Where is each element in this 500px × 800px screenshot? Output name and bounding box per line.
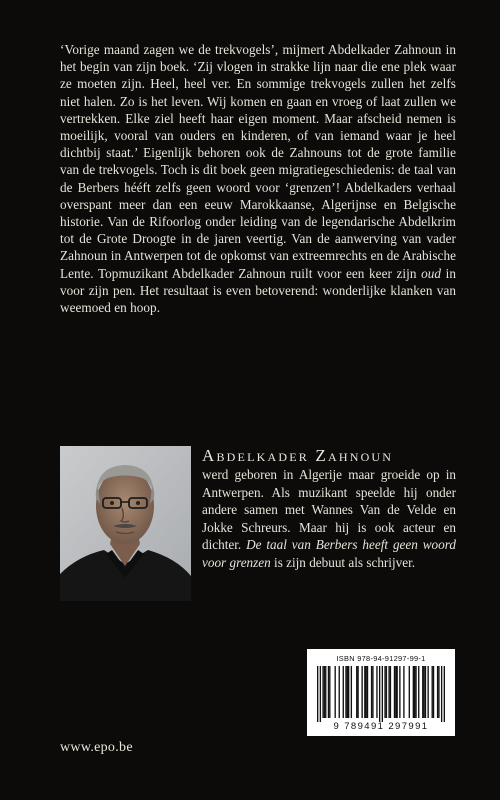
author-bio [202,466,456,572]
barcode-bar [372,666,373,718]
barcode-bar [427,666,428,718]
barcode-bar [423,666,424,718]
barcode-bar [328,666,329,718]
barcode-bar [379,666,380,722]
barcode-bar [384,666,385,718]
barcode-bar [357,666,358,718]
barcode-bar [409,666,410,718]
barcode-bar [396,666,397,718]
barcode-bar [386,666,387,718]
barcode-bar [432,666,433,718]
blurb-text-part2: in voor zijn pen. Het resultaat is even betoverend: wonderlijke klanken van weemoed en hoop. [60,265,456,316]
barcode-bar [395,666,396,718]
isbn-barcode [307,649,455,736]
barcode-bar [320,666,321,722]
barcode-bar [382,666,383,722]
barcode-bar [371,666,372,718]
author-bio-part1: werd geboren in Algerije maar groeide op in Antwerpen. Als muzikant speelde hij onder andere samen met Wannes Van de Velde en Jokke Schreurs. Maar hij is ook acteur en dichter. [202,467,456,553]
barcode-bar [361,666,362,718]
barcode-bar [364,666,365,718]
barcode-bar [433,666,434,718]
barcode-bar [437,666,438,718]
barcode-bar [414,666,415,718]
barcode-bar [356,666,357,718]
barcode-bar [418,666,419,718]
barcode-bar [347,666,348,718]
barcode-bar [348,666,349,718]
barcode-bar [422,666,423,718]
barcode-bars [317,666,445,722]
barcode-bar [388,666,389,718]
blurb-paragraph [60,41,456,316]
barcode-bar [343,666,344,718]
barcode-bar [335,666,336,718]
barcode-bar [329,666,330,718]
barcode-bar [444,666,445,722]
publisher-website: www.epo.be [60,740,133,755]
barcode-bar [376,666,377,718]
barcode-bar [345,666,346,718]
barcode-bar [399,666,400,718]
barcode-bar [366,666,367,718]
barcode-bar [394,666,395,718]
barcode-bar [325,666,326,718]
barcode-bar [367,666,368,718]
barcode-bar [390,666,391,718]
blurb-text-part1: ‘Vorige maand zagen we de trekvogels’, mijmert Abdelkader Zahnoun in het begin van zijn boek. ‘Zij vlogen in strakke lijn naar die ene plek waar ze moeten zijn. Heel, heel ver. En sommige trekvogels zullen het zelfs niet halen. Zo is het leven. Wij komen en gaan en vroeg of laat zullen we vertrekken. Elke ziel heeft haar eigen moment. Maar afscheid nemen is moeilijk, vooral van ouders en kinderen, of van iemand waar je heel dichtbij staat.’ Eigenlijk behoren ook de Zahnouns tot de grote familie van de trekvogels. Toch is dit boek geen migratiegeschiedenis: de taal van de Berbers hééft zelfs geen woord voor ‘grenzen’! Abdelkaders verhaal overspant meer dan een eeuw Marokkaanse, Algerijnse en Belgische historie. Van de Rifoorlog onder leiding van de legendarische Abdelkrim tot de Grote Droogte in de jaren veertig. Van de aanwerving van vader Zahnoun in Antwerpen tot de opkomst van extreemrechts en de Arabische Lente. Topmuzikant Abdelkader Zahnoun ruilt voor een keer zijn [60,42,456,281]
barcode-bar [415,666,416,718]
author-portrait-image [60,446,191,601]
barcode-bar [324,666,325,718]
barcode-bar [425,666,426,718]
barcode-bar [403,666,404,718]
blurb-text-oud: oud [421,265,442,281]
cover-blurb [60,41,456,316]
barcode-bar [441,666,442,722]
book-title-italic: De taal van Berbers heeft geen woord voor grenzen [202,537,456,570]
author-name: Abdelkader Zahnoun [202,446,394,465]
barcode-bar [438,666,439,718]
barcode-digits: 9 789491 297991 [333,721,429,732]
author-bio-part2: is zijn debuut als schrijver. [270,554,416,570]
author-photo [60,446,191,601]
barcode-bar [413,666,414,718]
barcode-bar [317,666,318,722]
barcode-bar [322,666,323,718]
barcode-bar [351,666,352,718]
isbn-label: ISBN 978-94-91297-99-1 [336,654,426,663]
barcode-bar [339,666,340,718]
